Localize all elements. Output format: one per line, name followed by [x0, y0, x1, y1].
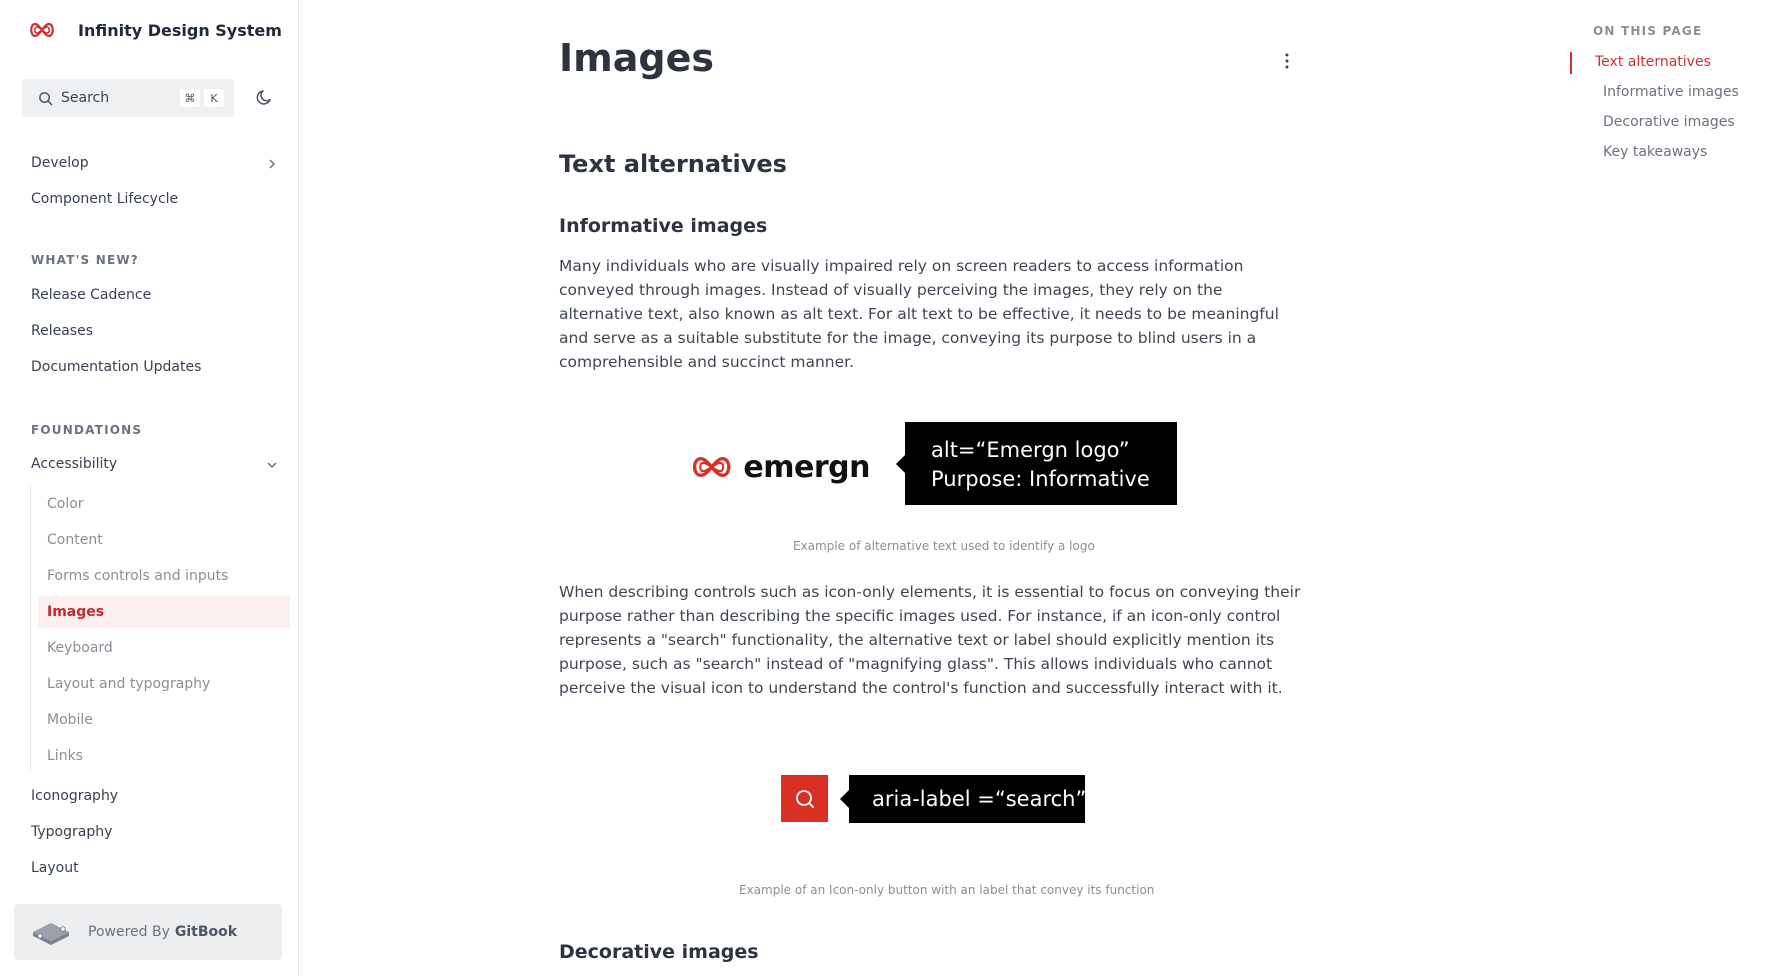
paragraph-informative: Many individuals who are visually impaired rely on screen readers to access information conveyed through images. Instead of visually perceiving the images, they rely on the alternative text, also known as alt text. For alt text to be effective, it needs to be meaningful and serve as a suitable substitute for the image, conveying its purpose to blind users in a comprehensible and succinct manner. [559, 257, 1279, 371]
toc-item-informative-images[interactable]: Informative images [1603, 84, 1739, 100]
sidebar-item-layout-typography[interactable]: Layout and typography [47, 676, 211, 692]
figure-caption-button: Example of an Icon-only button with an label that convey its function [739, 883, 1155, 897]
sidebar-item-content[interactable]: Content [47, 532, 103, 548]
figure-caption-logo: Example of alternative text used to identify a logo [793, 539, 1095, 553]
section-whats-new: WHAT'S NEW? [31, 253, 139, 267]
sidebar-item-typography[interactable]: Typography [31, 824, 113, 840]
powered-by-text [88, 924, 237, 940]
toc-item-decorative-images[interactable]: Decorative images [1603, 114, 1735, 130]
sidebar-item-forms[interactable]: Forms controls and inputs [47, 568, 229, 584]
figure-logo-alt [690, 420, 1190, 510]
example-search-button [781, 775, 828, 822]
sidebar-item-documentation-updates[interactable]: Documentation Updates [31, 359, 202, 375]
sidebar [0, 0, 299, 976]
emergn-logo [690, 447, 870, 487]
brand[interactable] [28, 18, 282, 42]
powered-by-prefix: Powered By [88, 924, 170, 940]
main-content [300, 0, 1480, 976]
sidebar-item-component-lifecycle[interactable]: Component Lifecycle [31, 191, 179, 207]
search-label: Search [61, 90, 110, 106]
sidebar-item-layout[interactable]: Layout [31, 860, 79, 876]
powered-by-brand: GitBook [174, 924, 238, 940]
sidebar-item-iconography[interactable]: Iconography [31, 788, 119, 804]
heading-decorative-images: Decorative images [559, 941, 759, 963]
powered-by-gitbook[interactable] [14, 904, 282, 960]
infinity-logo-icon [28, 20, 56, 40]
alt-text-tooltip [905, 422, 1177, 505]
page-title: Images [559, 36, 714, 80]
toc-active-indicator [1570, 52, 1572, 74]
subnav-divider [30, 486, 31, 771]
shortcut-key-cmd: ⌘ [180, 89, 200, 107]
tooltip-line-2: Purpose: Informative [931, 467, 1150, 491]
sidebar-item-links[interactable]: Links [47, 748, 83, 764]
emergn-wordmark: emergn [743, 449, 870, 485]
sidebar-item-develop[interactable]: Develop [31, 155, 89, 171]
aria-label-tooltip: aria-label =“search” [849, 775, 1085, 823]
tooltip-line-1: alt=“Emergn logo” [931, 438, 1130, 462]
toc-heading: ON THIS PAGE [1593, 24, 1703, 38]
search-button-icon [794, 788, 816, 810]
chevron-down-icon[interactable] [266, 459, 278, 471]
paragraph-icon-controls: When describing controls such as icon-only elements, it is essential to focus on conveying their purpose rather than describing the specific images used. For instance, if an icon-only control represents a "search" functionality, the alternative text or label should explicitly mention its purpose, such as "search" instead of "magnifying glass". This allows individuals who cannot perceive the visual icon to understand the control's function and successfully interact with it. [559, 583, 1301, 697]
moon-icon[interactable] [256, 88, 274, 106]
sidebar-item-color[interactable]: Color [47, 496, 84, 512]
brand-title: Infinity Design System [78, 20, 282, 40]
emergn-logo-mark-icon [690, 450, 733, 484]
sidebar-item-keyboard[interactable]: Keyboard [47, 640, 113, 656]
sidebar-item-accessibility[interactable]: Accessibility [31, 456, 118, 472]
sidebar-item-releases[interactable]: Releases [31, 323, 93, 339]
chevron-right-icon[interactable] [266, 158, 278, 170]
search-icon [38, 91, 53, 106]
heading-text-alternatives: Text alternatives [559, 150, 787, 178]
section-foundations: FOUNDATIONS [31, 423, 143, 437]
sidebar-item-mobile[interactable]: Mobile [47, 712, 93, 728]
sidebar-item-release-cadence[interactable]: Release Cadence [31, 287, 152, 303]
on-this-page [1570, 0, 1790, 976]
toc-item-key-takeaways[interactable]: Key takeaways [1603, 144, 1708, 160]
heading-informative-images: Informative images [559, 215, 768, 237]
shortcut-key-k: K [204, 89, 224, 107]
toc-item-text-alternatives[interactable]: Text alternatives [1595, 54, 1711, 70]
search-button[interactable] [22, 79, 234, 117]
sidebar-item-images[interactable]: Images [47, 604, 105, 620]
kebab-menu-icon[interactable] [1284, 52, 1290, 70]
gitbook-icon [30, 917, 72, 947]
